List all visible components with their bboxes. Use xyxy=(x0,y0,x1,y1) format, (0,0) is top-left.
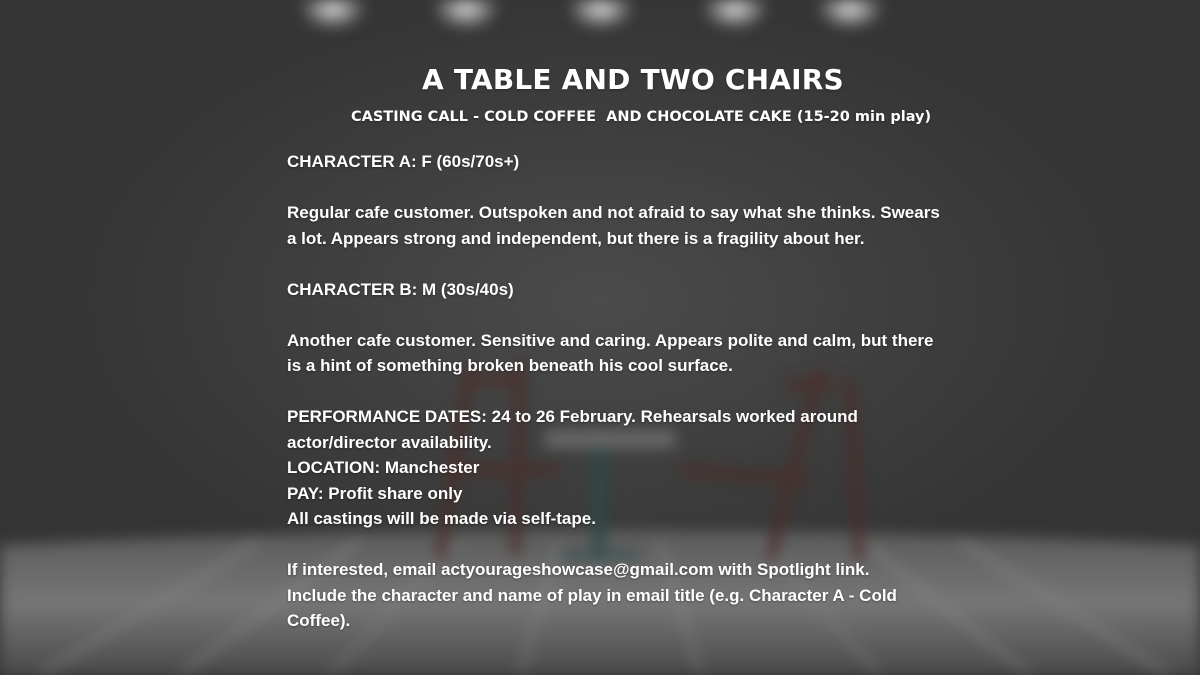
location: LOCATION: Manchester xyxy=(287,458,480,477)
spacer xyxy=(287,379,947,405)
casting-call-text xyxy=(287,62,947,634)
character-b-description: Another cafe customer. Sensitive and caring. Appears polite and calm, but there is a hint of something broken beneath his cool surface. xyxy=(287,330,934,375)
poster-title: A TABLE AND TWO CHAIRS xyxy=(422,63,844,96)
spacer xyxy=(287,532,947,558)
spacer xyxy=(287,251,947,277)
casting-details xyxy=(287,149,947,634)
contact-email: If interested, email actyourageshowcase@gmail.com with Spotlight link. xyxy=(287,560,870,579)
self-tape-note: All castings will be made via self-tape. xyxy=(287,509,596,528)
email-title-instructions: Include the character and name of play in email title (e.g. Character A - Cold Coffee). xyxy=(287,585,897,630)
character-b-heading: CHARACTER B: M (30s/40s) xyxy=(287,279,514,299)
stage-lights xyxy=(299,0,884,30)
character-a-description: Regular cafe customer. Outspoken and not afraid to say what she thinks. Swears a lot. Appears strong and independent, but there is a fragility about her. xyxy=(287,203,940,248)
spacer xyxy=(287,175,947,201)
spacer xyxy=(287,302,947,328)
character-a-heading: CHARACTER A: F (60s/70s+) xyxy=(287,152,520,171)
poster-subtitle: CASTING CALL - COLD COFFEE AND CHOCOLATE CAKE (15-20 min play) xyxy=(351,109,932,125)
pay: PAY: Profit share only xyxy=(287,483,463,503)
performance-dates: PERFORMANCE DATES: 24 to 26 February. Rehearsals worked around actor/director availability. xyxy=(287,407,858,452)
